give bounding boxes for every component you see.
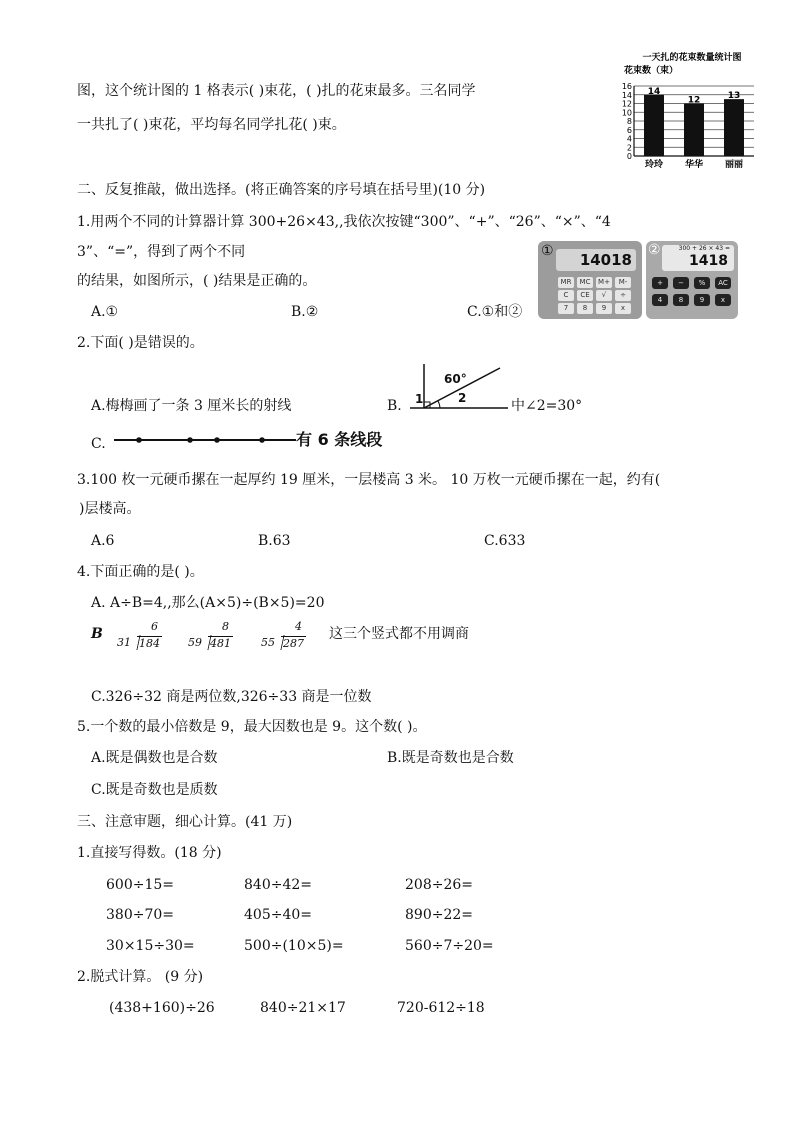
calculator-1-marker: ① <box>541 243 554 259</box>
chart-title: 一天扎的花束数量统计图 <box>642 53 742 63</box>
q1-option-c: C.①和② <box>467 304 523 320</box>
oral-item: 600÷15= <box>106 877 174 893</box>
angle-figure <box>400 360 510 416</box>
q4-option-b-label: B <box>91 626 103 642</box>
q3-option-a: A.6 <box>91 533 115 549</box>
calculator-2-expression: 300 + 26 × 43 = <box>678 245 730 252</box>
calculator-1-key: √ <box>596 290 612 301</box>
chart-ytick-label: 8 <box>626 117 632 126</box>
chart-category-label: 华华 <box>684 160 704 170</box>
section-2-title: 二、反复推敲，做出选择。(将正确答案的序号填在括号里)(10 分) <box>77 182 486 198</box>
calculator-1-key: 9 <box>596 303 612 314</box>
q4-option-a: A. A÷B=4,,那么(A×5)÷(B×5)=20 <box>91 595 325 611</box>
division-1-dividend: 184 <box>139 637 160 650</box>
chart-bar <box>644 95 664 156</box>
chart-ytick-label: 2 <box>626 143 632 153</box>
oral-item: 30×15÷30= <box>106 938 195 954</box>
division-1-divisor: 31 <box>117 636 131 649</box>
fill-line-1: 图，这个统计图的 1 格表示( )束花，( )扎的花束最多。三名同学 <box>77 83 476 99</box>
q5-option-c: C.既是奇数也是质数 <box>91 782 218 798</box>
calculator-2-key: x <box>715 294 731 306</box>
calculator-2-key: 8 <box>673 294 689 306</box>
q1-option-a: A.① <box>91 304 119 320</box>
calculator-1-key: MR <box>558 277 574 288</box>
stepwise-item: (438+160)÷26 <box>109 1000 215 1016</box>
q4-option-c: C.326÷32 商是两位数,326÷33 商是一位数 <box>91 689 372 705</box>
q5-option-b: B.既是奇数也是合数 <box>387 750 514 766</box>
q2-option-b-label: B. <box>387 398 402 414</box>
calculator-1-key: MC <box>577 277 593 288</box>
fill-line-2: 一共扎了( )束花，平均每名同学扎花( )束。 <box>77 117 346 133</box>
calculator-1-key: x <box>615 303 631 314</box>
q4-stem: 4.下面正确的是( )。 <box>77 564 204 580</box>
chart-category-label: 玲玲 <box>644 160 664 170</box>
angle-60-label: 60° <box>444 372 467 386</box>
chart-ylabel: 花束数（束） <box>624 66 679 76</box>
calculator-2-image <box>646 241 738 319</box>
oral-item: 405÷40= <box>244 907 312 923</box>
calculator-2-key: + <box>652 277 668 289</box>
q3-line-a: 3.100 枚一元硬币摞在一起厚约 19 厘米，一层楼高 3 米。 10 万枚一元硬币摞在一起，约有( <box>77 472 661 488</box>
division-2-dividend: 481 <box>210 637 231 650</box>
stepwise-item: 840÷21×17 <box>260 1000 346 1016</box>
calculator-1-screen <box>556 249 636 271</box>
calculator-2-key: 9 <box>694 294 710 306</box>
chart-ytick-label: 10 <box>622 108 632 118</box>
calculator-1-key: 7 <box>558 303 574 314</box>
q1-option-b: B.② <box>291 304 319 320</box>
chart-ytick-label: 0 <box>626 152 632 161</box>
section-3-title: 三、注意审题，细心计算。(41 万) <box>77 814 293 830</box>
oral-item: 380÷70= <box>106 907 174 923</box>
oral-calc-heading: 1.直接写得数。(18 分) <box>77 845 222 861</box>
q5-option-a: A.既是偶数也是合数 <box>91 750 218 766</box>
division-2-quotient: 8 <box>222 620 229 633</box>
q2-option-c-label: C. <box>91 436 106 452</box>
chart-bar <box>724 99 744 156</box>
chart-ytick-label: 6 <box>626 125 632 135</box>
chart-category-label: 丽丽 <box>724 160 744 170</box>
q2-option-b-text: 中∠2=30° <box>511 398 583 414</box>
long-division-1 <box>117 620 177 652</box>
calculator-2-key: 4 <box>652 294 668 306</box>
chart-bar-value-label: 13 <box>727 91 741 102</box>
chart-ytick-label: 12 <box>622 99 632 109</box>
calculator-2-marker: ② <box>648 242 661 258</box>
calculator-2-key: % <box>694 277 710 289</box>
chart-ytick-label: 4 <box>626 134 632 144</box>
q2-stem: 2.下面( )是错误的。 <box>77 335 204 351</box>
q3-option-b: B.63 <box>258 533 291 549</box>
chart-ytick-label: 14 <box>622 90 632 100</box>
oral-item: 208÷26= <box>405 877 473 893</box>
calculator-1-key: C <box>558 290 574 301</box>
calculator-2-display: 1418 <box>689 253 728 269</box>
calculator-2-key: AC <box>715 277 731 289</box>
q1-line-c: 的结果，如图所示，( )结果是正确的。 <box>77 273 317 289</box>
division-1-quotient: 6 <box>151 620 158 633</box>
q2-option-a: A.梅梅画了一条 3 厘米长的射线 <box>91 398 292 414</box>
calculator-1-key: 8 <box>577 303 593 314</box>
angle-2-label: 2 <box>458 391 467 405</box>
calculator-1-display: 14018 <box>579 251 632 269</box>
stepwise-heading: 2.脱式计算。 (9 分) <box>77 969 204 985</box>
segment-line-figure <box>112 430 297 450</box>
calculator-1-key: CE <box>577 290 593 301</box>
q2-option-c-text: 有 6 条线段 <box>296 430 383 449</box>
oral-item: 500÷(10×5)= <box>244 938 344 954</box>
flower-bar-chart <box>622 52 762 172</box>
q1-line-a: 1.用两个不同的计算器计算 300+26×43,,我依次按键“300”、“+”、“26”、“×”、“4 <box>77 214 611 230</box>
calculator-2-screen <box>662 245 734 271</box>
calculator-2-key: − <box>673 277 689 289</box>
calculator-1-key: ÷ <box>615 290 631 301</box>
long-division-2 <box>188 620 248 652</box>
oral-item: 890÷22= <box>405 907 473 923</box>
q4-option-b-text: 这三个竖式都不用调商 <box>329 626 469 642</box>
chart-bar-value-label: 14 <box>647 86 661 97</box>
calculator-1-image <box>538 241 642 319</box>
chart-bar <box>684 104 704 157</box>
oral-item: 560÷7÷20= <box>405 938 494 954</box>
calculator-1-key: M+ <box>596 277 612 288</box>
division-3-divisor: 55 <box>261 636 275 649</box>
angle-1-label: 1 <box>415 392 424 406</box>
chart-bar-value-label: 12 <box>687 95 701 106</box>
chart-ytick-label: 16 <box>622 82 632 91</box>
stepwise-item: 720-612÷18 <box>397 1000 485 1016</box>
oral-item: 840÷42= <box>244 877 312 893</box>
q1-line-b: 3”、“=”，得到了两个不同 <box>77 244 246 260</box>
calculator-1-key: M- <box>615 277 631 288</box>
q3-option-c: C.633 <box>484 533 526 549</box>
division-2-divisor: 59 <box>188 636 202 649</box>
division-3-quotient: 4 <box>295 620 302 633</box>
long-division-3 <box>261 620 321 652</box>
q5-stem: 5.一个数的最小倍数是 9，最大因数也是 9。这个数( )。 <box>77 719 427 735</box>
q3-line-b: )层楼高。 <box>79 501 141 517</box>
division-3-dividend: 287 <box>283 637 304 650</box>
